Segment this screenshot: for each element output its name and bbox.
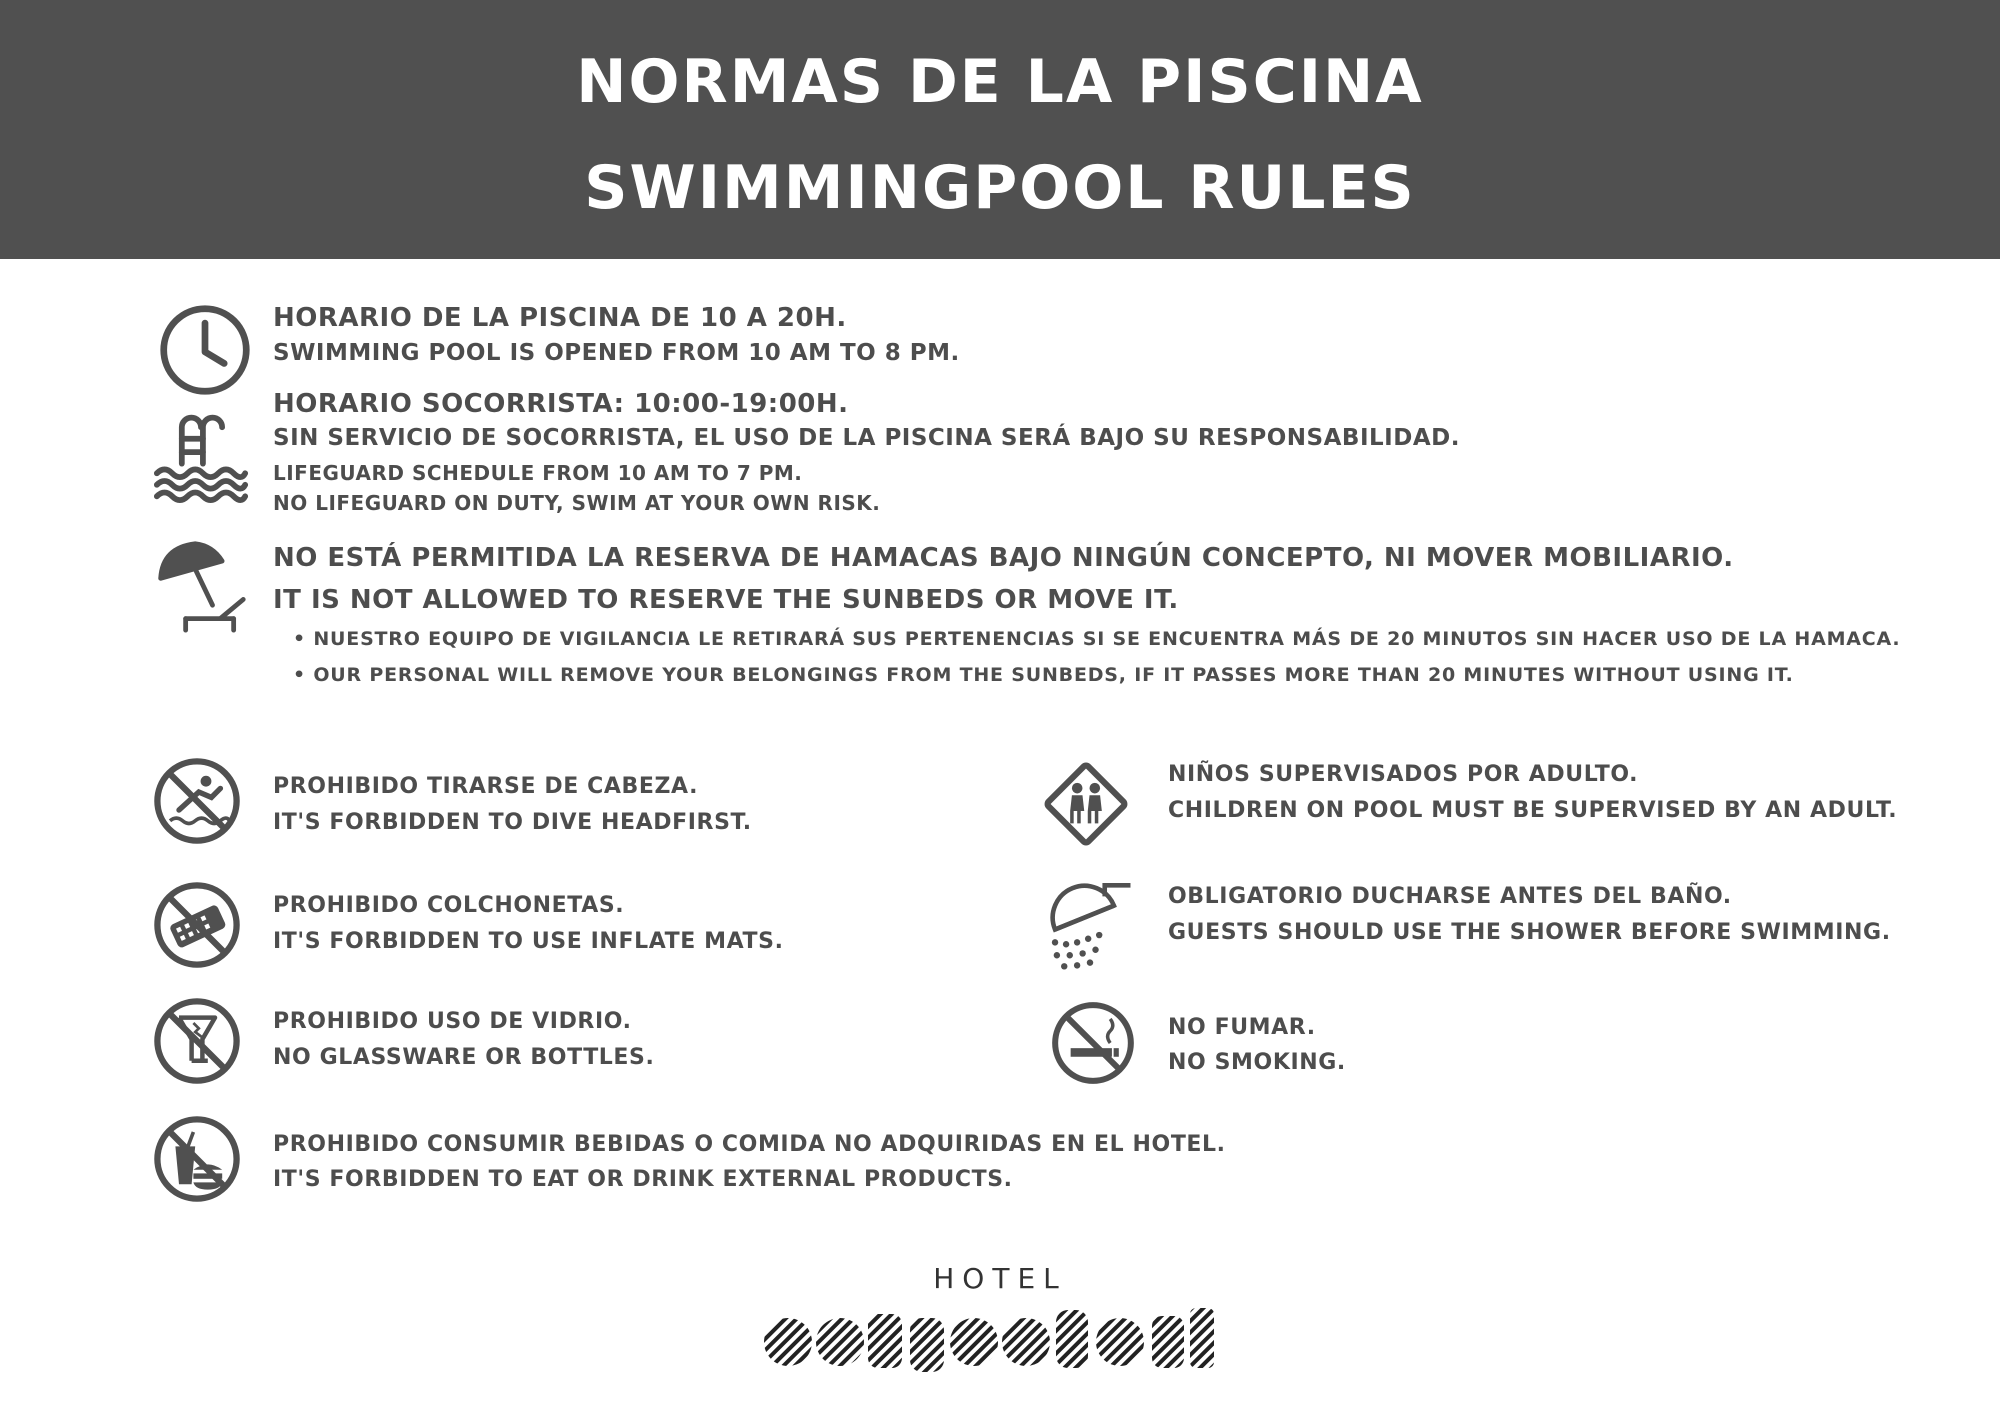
- umbrella-sunbed-icon: [153, 538, 249, 634]
- logo-hotel-label: HOTEL: [933, 1262, 1067, 1295]
- sunbed-reservation-en: IT IS NOT ALLOWED TO RESERVE THE SUNBEDS OR MOVE IT.: [273, 585, 1179, 615]
- sunbed-reservation-es: NO ESTÁ PERMITIDA LA RESERVA DE HAMACAS BAJO NINGÚN CONCEPTO, NI MOVER MOBILIARIO.: [273, 543, 1734, 573]
- no-glass-icon: [152, 996, 242, 1086]
- children-supervised-es: NIÑOS SUPERVISADOS POR ADULTO.: [1168, 762, 1639, 787]
- bullet-item: [293, 628, 1900, 650]
- bullet-item: [293, 664, 1794, 686]
- no-smoking-icon: [1050, 1000, 1136, 1086]
- no-lifeguard-es: SIN SERVICIO DE SOCORRISTA, EL USO DE LA PISCINA SERÁ BAJO SU RESPONSABILIDAD.: [273, 425, 1460, 451]
- no-smoking-en: NO SMOKING.: [1168, 1050, 1346, 1075]
- title-english: SWIMMINGPOOL RULES: [584, 153, 1416, 223]
- bullet-text-es: NUESTRO EQUIPO DE VIGILANCIA LE RETIRARÁ SUS PERTENENCIAS SI SE ENCUENTRA MÁS DE 20 MINUTOS SIN HACER USO DE LA HAMACA.: [313, 628, 1901, 650]
- no-diving-en: IT'S FORBIDDEN TO DIVE HEADFIRST.: [273, 810, 752, 835]
- bullet-dot: •: [293, 664, 314, 686]
- no-diving-es: PROHIBIDO TIRARSE DE CABEZA.: [273, 774, 699, 799]
- children-supervised-icon: [1042, 760, 1130, 848]
- no-outside-food-icon: [152, 1114, 242, 1204]
- no-smoking-es: NO FUMAR.: [1168, 1015, 1316, 1040]
- shower-es: OBLIGATORIO DUCHARSE ANTES DEL BAÑO.: [1168, 884, 1732, 909]
- clock-icon: [157, 302, 253, 398]
- bullet-text-en: OUR PERSONAL WILL REMOVE YOUR BELONGINGS FROM THE SUNBEDS, IF IT PASSES MORE THAN 20 MINUTES WITHOUT USING IT.: [313, 664, 1794, 686]
- header-banner: [0, 0, 2000, 259]
- children-supervised-en: CHILDREN ON POOL MUST BE SUPERVISED BY AN ADULT.: [1168, 798, 1898, 823]
- logo-name: capnegret: [987, 1366, 993, 1367]
- no-mats-es: PROHIBIDO COLCHONETAS.: [273, 893, 625, 918]
- no-lifeguard-en: NO LIFEGUARD ON DUTY, SWIM AT YOUR OWN RISK.: [273, 491, 881, 515]
- no-inflatable-mats-icon: [152, 880, 242, 970]
- shower-icon: [1044, 878, 1136, 970]
- no-glass-en: NO GLASSWARE OR BOTTLES.: [273, 1045, 655, 1070]
- hotel-logo: [760, 1296, 1220, 1378]
- no-diving-icon: [152, 756, 242, 846]
- no-glass-es: PROHIBIDO USO DE VIDRIO.: [273, 1009, 632, 1034]
- shower-en: GUESTS SHOULD USE THE SHOWER BEFORE SWIMMING.: [1168, 920, 1891, 945]
- title-spanish: NORMAS DE LA PISCINA: [576, 47, 1424, 117]
- pool-hours-es: HORARIO DE LA PISCINA DE 10 A 20H.: [273, 303, 847, 333]
- lifeguard-hours-en: LIFEGUARD SCHEDULE FROM 10 AM TO 7 PM.: [273, 461, 803, 485]
- pool-hours-en: SWIMMING POOL IS OPENED FROM 10 AM TO 8 PM.: [273, 340, 960, 366]
- no-external-food-en: IT'S FORBIDDEN TO EAT OR DRINK EXTERNAL PRODUCTS.: [273, 1167, 1013, 1192]
- bullet-dot: •: [293, 628, 314, 650]
- no-external-food-es: PROHIBIDO CONSUMIR BEBIDAS O COMIDA NO ADQUIRIDAS EN EL HOTEL.: [273, 1132, 1226, 1157]
- pool-ladder-icon: [153, 408, 249, 504]
- no-mats-en: IT'S FORBIDDEN TO USE INFLATE MATS.: [273, 929, 784, 954]
- lifeguard-hours-es: HORARIO SOCORRISTA: 10:00-19:00H.: [273, 389, 849, 419]
